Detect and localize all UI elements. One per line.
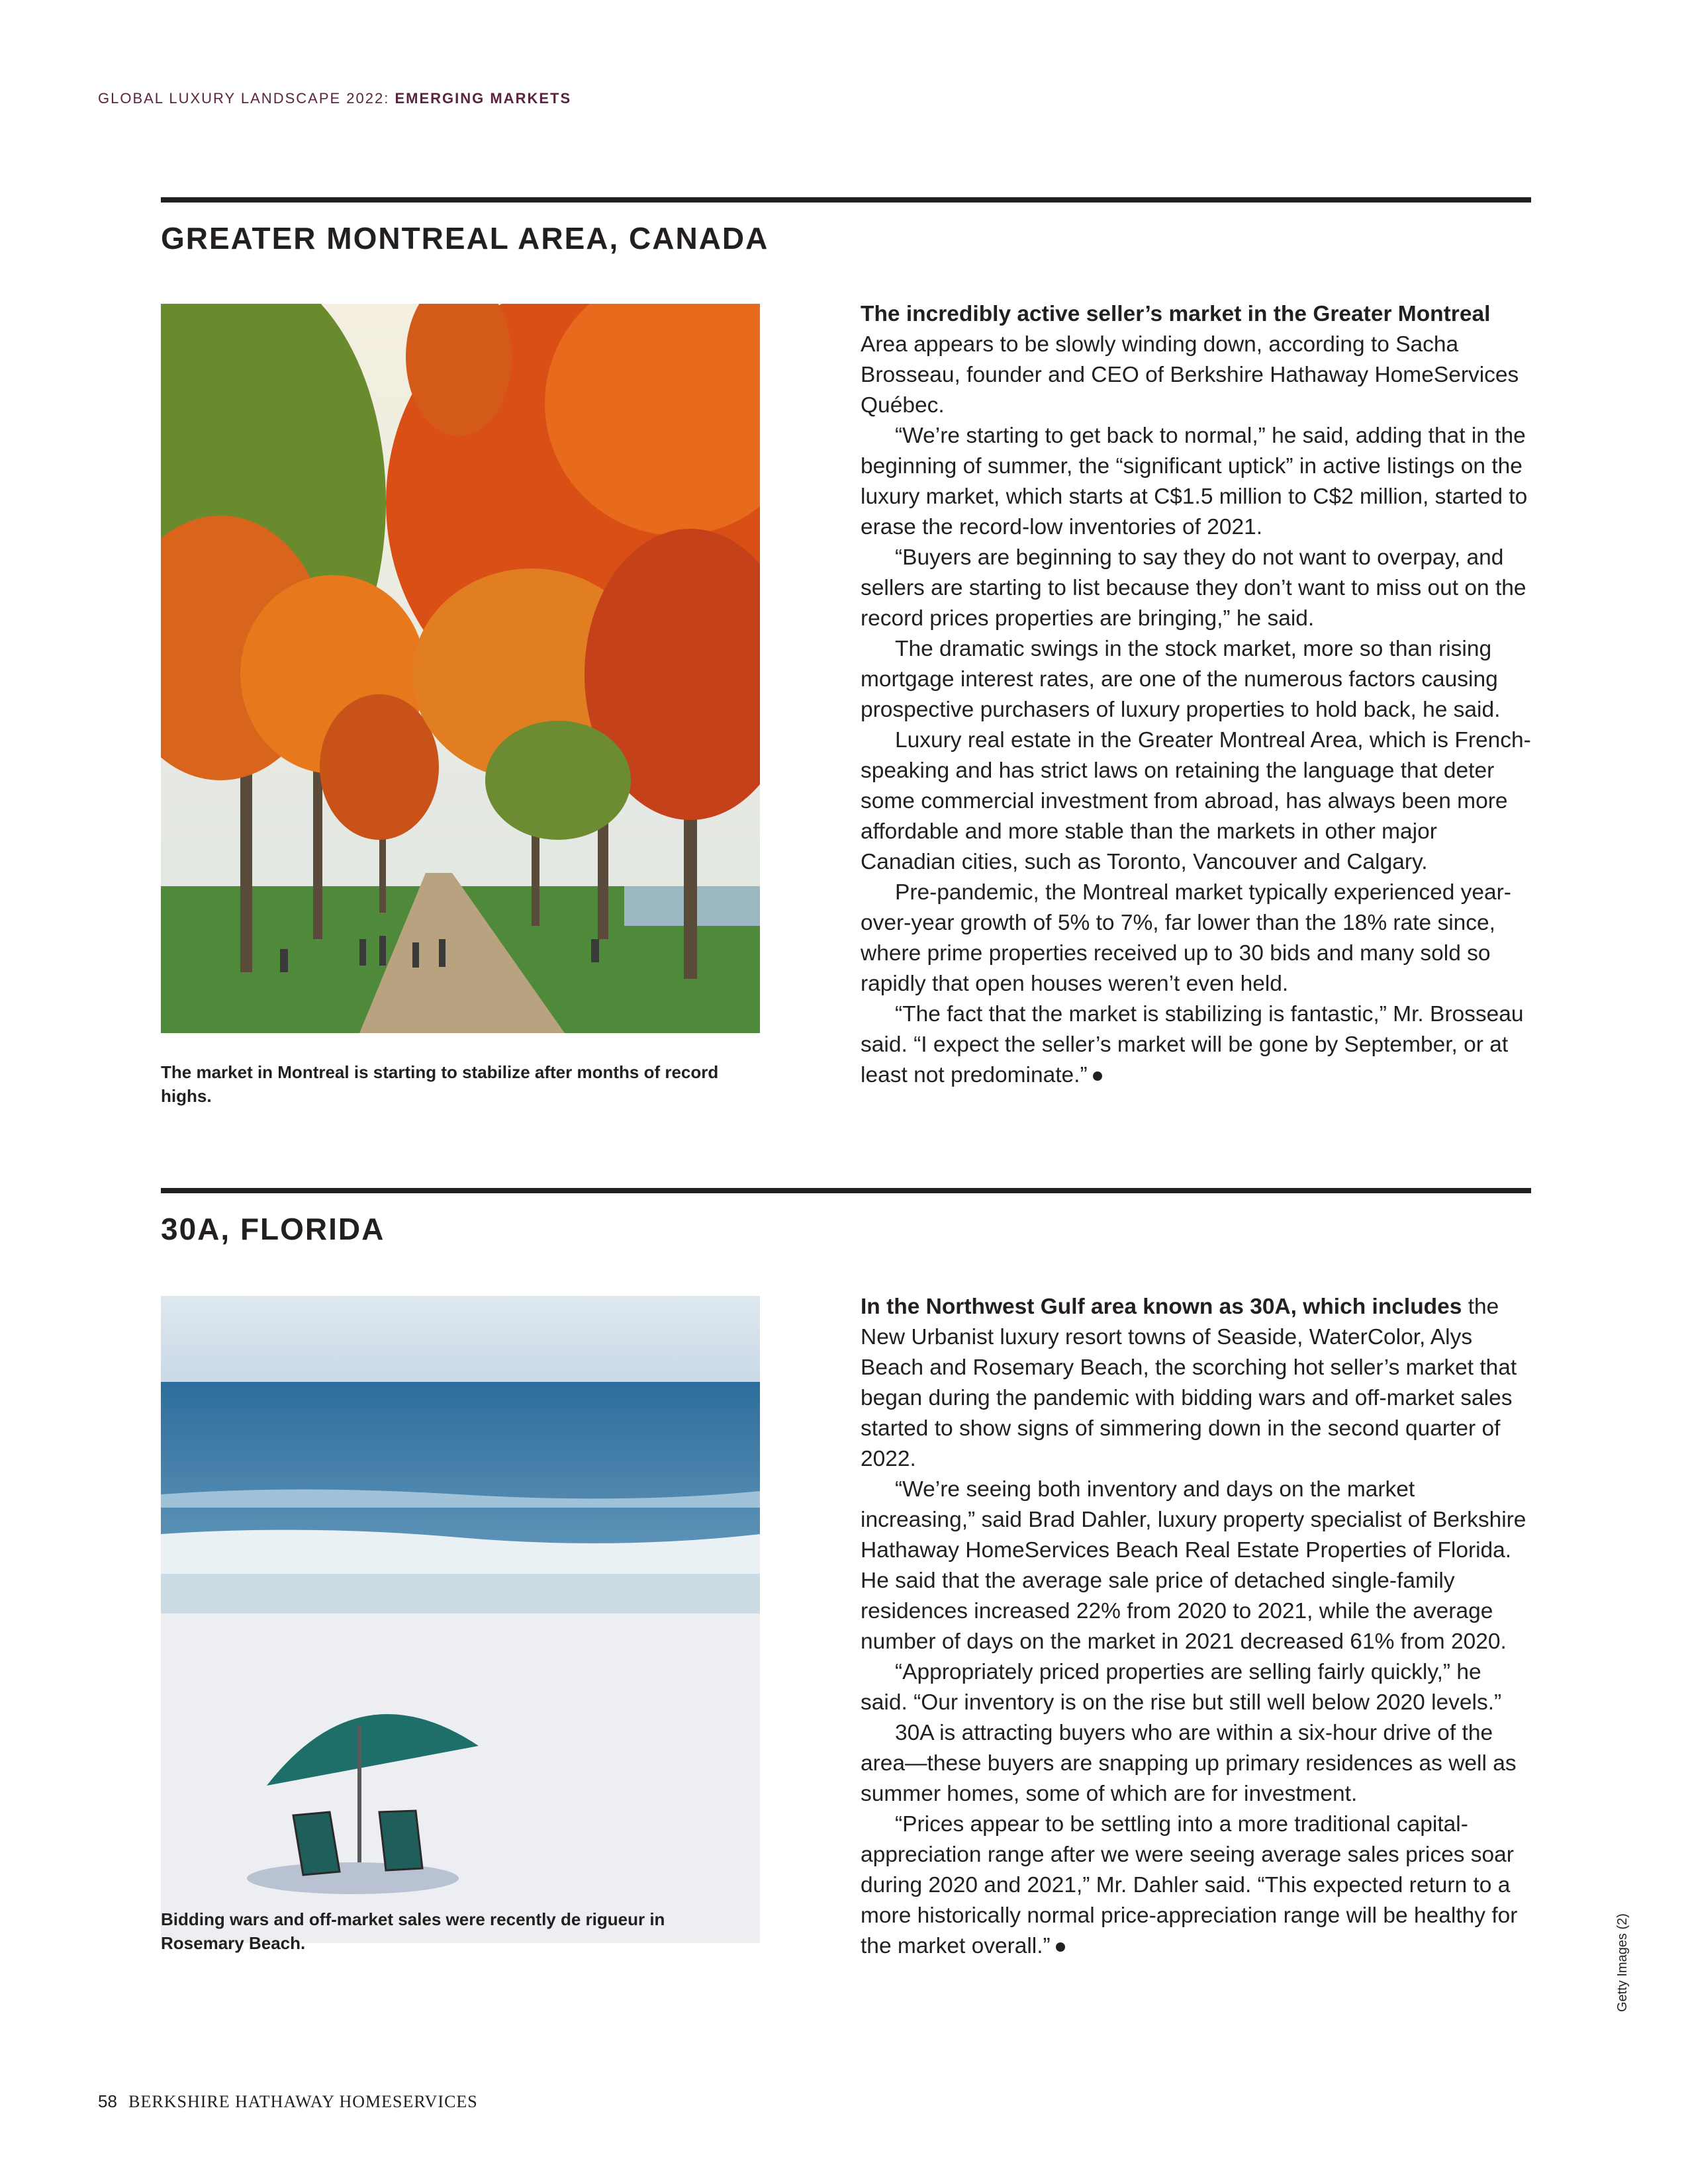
article-body (861, 299, 1532, 1091)
section-rule (161, 197, 1531, 203)
section-title: GREATER MONTREAL AREA, CANADA (161, 221, 769, 255)
running-head (98, 90, 571, 107)
lead-in: In the Northwest Gulf area known as 30A, which includes (861, 1295, 1462, 1319)
section-rule (161, 1188, 1531, 1193)
photo-credit: Getty Images (2) (1615, 1913, 1630, 2012)
article-body (861, 1292, 1532, 1962)
end-mark-icon (1056, 1942, 1065, 1952)
photo-caption: The market in Montreal is starting to stabilize after months of record highs. (161, 1062, 719, 1106)
lead-in: The incredibly active seller’s market in the Greater Montreal (861, 302, 1491, 326)
section-title: 30A, FLORIDA (161, 1212, 385, 1246)
lead-text: the New Urbanist luxury resort towns of Seaside, WaterColor, Alys Beach and Rosemary Beach, the scorching hot seller’s market that began during the pandemic with bidding wars and off-market sales started to show signs of simmering down in the second quarter of 2022. (861, 1295, 1517, 1471)
running-head-prefix: GLOBAL LUXURY LANDSCAPE 2022: (98, 90, 395, 107)
closing-text: “The fact that the market is stabilizing is fantastic,” Mr. Brosseau said. “I expect the seller’s market will be gone by September, or at least not predominate.” (861, 1002, 1524, 1087)
end-mark-icon (1093, 1071, 1102, 1081)
lead-paragraph (861, 299, 1532, 421)
body-paragraph: The dramatic swings in the stock market, more so than rising mortgage interest rates, are one of the numerous factors causing prospective purchasers of luxury properties to hold back, he said. (861, 637, 1501, 722)
body-paragraph: “Appropriately priced properties are selling fairly quickly,” he said. “Our inventory is on the rise but still well below 2020 levels.” (861, 1660, 1502, 1715)
lead-paragraph (861, 1292, 1532, 1475)
page-number: 58 (98, 2091, 117, 2111)
publication-name: BERKSHIRE HATHAWAY HOMESERVICES (128, 2092, 478, 2111)
page-footer (98, 2091, 478, 2112)
florida-photo (161, 1296, 760, 1943)
body-paragraph: 30A is attracting buyers who are within a six-hour drive of the area—these buyers are snapping up primary residences as well as summer homes, some of which are for investment. (861, 1721, 1517, 1806)
body-paragraph-final (861, 999, 1532, 1091)
lead-text: Area appears to be slowly winding down, according to Sacha Brosseau, founder and CEO of Berkshire Hathaway HomeServices Québec. (861, 332, 1519, 418)
beach-umbrella-image (161, 1296, 760, 1943)
running-head-section: EMERGING MARKETS (395, 90, 572, 107)
montreal-photo (161, 304, 760, 1033)
body-paragraph: “Buyers are beginning to say they do not want to overpay, and sellers are starting to list because they don’t want to miss out on the record prices properties are bringing,” he said. (861, 545, 1526, 631)
body-paragraph: “We’re starting to get back to normal,” he said, adding that in the beginning of summer, the “significant uptick” in active listings on the luxury market, which starts at C$1.5 million to C$2 million, started to erase the record-low inventories of 2021. (861, 424, 1528, 539)
body-paragraph: Luxury real estate in the Greater Montreal Area, which is French-speaking and has strict laws on retaining the language that deter some commercial investment from abroad, has always been more affordable and more stable than the markets in other major Canadian cities, such as Toronto, Vancouver and Calgary. (861, 728, 1531, 874)
photo-caption: Bidding wars and off-market sales were recently de rigueur in Rosemary Beach. (161, 1909, 665, 1953)
closing-text: “Prices appear to be settling into a more traditional capital-appreciation range after we were seeing average sales prices soar during 2020 and 2021,” Mr. Dahler said. “This expected return to a more historically normal price-appreciation range will be healthy for the market overall.” (861, 1812, 1518, 1958)
body-paragraph-final (861, 1809, 1532, 1962)
body-paragraph: Pre-pandemic, the Montreal market typically experienced year-over-year growth of 5% to 7%, far lower than the 18% rate since, where prime properties received up to 30 bids and many sold so rapidly that open houses weren’t even held. (861, 880, 1511, 996)
body-paragraph: “We’re seeing both inventory and days on the market increasing,” said Brad Dahler, luxury property specialist of Berkshire Hathaway HomeServices Beach Real Estate Properties of Florida. He said that the average sale price of detached single-family residences increased 22% from 2020 to 2021, while the average number of days on the market in 2021 decreased 61% from 2020. (861, 1477, 1526, 1654)
autumn-park-image (161, 304, 760, 1033)
